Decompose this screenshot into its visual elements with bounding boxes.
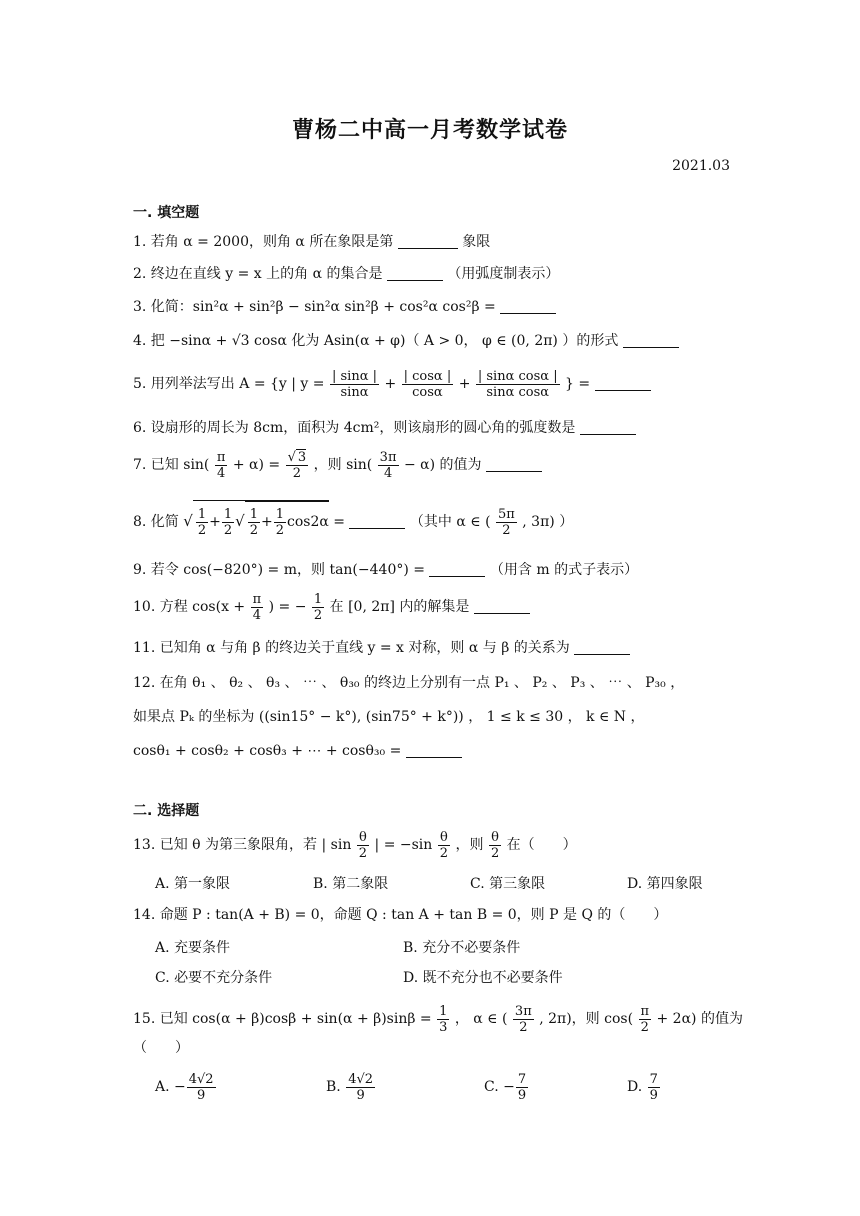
question-4 bbox=[133, 331, 679, 351]
answer-blank[interactable] bbox=[580, 420, 636, 435]
question-text: （其中 α ∈ ( bbox=[409, 514, 491, 530]
option-a[interactable]: A. − $\frac{4√2}{9}$ bbox=[155, 1071, 214, 1103]
question-9 bbox=[133, 560, 638, 580]
option-a[interactable]: A. 第一象限 bbox=[155, 876, 231, 892]
question-text: ，则 sin( bbox=[313, 457, 373, 473]
option-b[interactable]: B. 第二象限 bbox=[313, 876, 389, 892]
answer-blank[interactable] bbox=[500, 299, 556, 314]
fraction: $\frac{5\pi}{2}$ bbox=[498, 506, 515, 538]
option-d[interactable]: D. 第四象限 bbox=[627, 876, 703, 892]
page-title: 曹杨二中高一月考数学试卷 bbox=[291, 118, 568, 143]
question-text: − α) 的值为 bbox=[403, 457, 482, 473]
answer-blank[interactable] bbox=[486, 457, 542, 472]
answer-blank[interactable] bbox=[623, 333, 679, 348]
question-text: + α) = bbox=[232, 457, 281, 473]
question-2 bbox=[133, 264, 559, 284]
question-10 bbox=[133, 588, 530, 626]
question-text: , 2π)，则 cos( bbox=[539, 1011, 634, 1027]
question-6 bbox=[133, 418, 636, 438]
fraction: $\frac{3\pi}{2}$ bbox=[514, 1003, 532, 1035]
fraction: $\frac{3\pi}{4}$ bbox=[379, 449, 397, 481]
question-text: 15. 已知 cos(α + β)cosβ + sin(α + β)sinβ = bbox=[133, 1011, 432, 1027]
question-text: 1. 若角 α = 2000，则角 α 所在象限是第 bbox=[133, 234, 394, 250]
answer-blank[interactable] bbox=[474, 599, 530, 614]
option-c[interactable]: C. 第三象限 bbox=[470, 876, 546, 892]
fraction: $\frac{\theta}{2}$ bbox=[358, 829, 368, 861]
question-text: 11. 已知角 α 与角 β 的终边关于直线 y = x 对称，则 α 与 β 的关系为 bbox=[133, 640, 570, 656]
question-text: 2. 终边在直线 y = x 上的角 α 的集合是 bbox=[133, 266, 383, 282]
question-15-paren: （ ） bbox=[133, 1040, 189, 1056]
fraction: $\frac{| \cos\alpha |}{\cos\alpha}$ bbox=[403, 368, 452, 400]
question-text: cosθ₁ + cosθ₂ + cosθ₃ + ⋯ + cosθ₃₀ = bbox=[133, 743, 402, 759]
fraction: $\frac{\pi}{2}$ bbox=[640, 1003, 650, 1035]
question-15 bbox=[133, 1000, 743, 1038]
question-text: 8. 化简 bbox=[133, 514, 179, 530]
fraction: $\frac{\theta}{2}$ bbox=[439, 829, 449, 861]
question-1 bbox=[133, 232, 490, 252]
question-text: 13. 已知 θ 为第三象限角，若 | sin bbox=[133, 837, 352, 853]
question-12-line-3 bbox=[133, 741, 462, 761]
exam-date: 2021.03 bbox=[672, 158, 730, 174]
fraction: $\frac{\pi}{4}$ bbox=[252, 591, 262, 623]
nested-radical: $\frac{1}{2}$ + $\frac{1}{2}$ √ $\frac{1}{2}$ + $\frac{1}{2}$ cos2α bbox=[193, 500, 329, 542]
question-text: 象限 bbox=[462, 234, 491, 250]
fraction: $\frac{1}{3}$ bbox=[439, 1003, 448, 1035]
question-12-line-2: 如果点 Pₖ 的坐标为 ((sin15° − k°), (sin75° + k°)) ， 1 ≤ k ≤ 30 ， k ∈ N ， bbox=[133, 709, 645, 725]
question-text: （用弧度制表示） bbox=[447, 266, 560, 282]
question-11 bbox=[133, 638, 630, 658]
question-text: 9. 若令 cos(−820°) = m，则 tan(−440°) = bbox=[133, 562, 425, 578]
option-c[interactable]: C. − $\frac{7}{9}$ bbox=[484, 1071, 527, 1103]
fraction: $\frac{\text{| sinα cosα |}}{\text{sinα cosα}}$ bbox=[477, 368, 558, 400]
answer-blank[interactable] bbox=[398, 234, 458, 249]
answer-blank[interactable] bbox=[574, 640, 630, 655]
question-3 bbox=[133, 297, 556, 317]
fraction: $\frac{| \sin\alpha |}{\sin\alpha}$ bbox=[331, 368, 377, 400]
fraction: $\frac{1}{2}$ bbox=[313, 591, 323, 623]
question-text: 3. 化简：sin²α + sin²β − sin²α sin²β + cos²α cos²β = bbox=[133, 299, 496, 315]
option-d[interactable]: D. $\frac{7}{9}$ bbox=[627, 1071, 658, 1103]
question-14: 14. 命题 P : tan(A + B) = 0，命题 Q : tan A + tan B = 0，则 P 是 Q 的（ ） bbox=[133, 907, 668, 923]
fraction: $\frac{\theta}{2}$ bbox=[490, 829, 500, 861]
question-12-line-1: 12. 在角 θ₁ 、 θ₂ 、 θ₃ 、 ⋯ 、 θ₃₀ 的终边上分别有一点 P₁ 、 P₂ 、 P₃ 、 ⋯ 、 P₃₀ ， bbox=[133, 675, 685, 691]
question-text: ， α ∈ ( bbox=[454, 1011, 508, 1027]
option-b[interactable]: B. 充分不必要条件 bbox=[403, 940, 521, 956]
answer-blank[interactable] bbox=[429, 562, 485, 577]
question-text: , 3π) ） bbox=[522, 514, 574, 530]
question-text: ，则 bbox=[455, 837, 484, 853]
question-text: 5. 用列举法写出 A = {y | y = bbox=[133, 376, 325, 392]
question-text: 6. 设扇形的周长为 8cm，面积为 4cm²，则该扇形的圆心角的弧度数是 bbox=[133, 420, 576, 436]
section-fill-in: 一. 填空题 bbox=[133, 205, 200, 221]
question-text: 10. 方程 cos(x + bbox=[133, 599, 246, 615]
option-c[interactable]: C. 必要不充分条件 bbox=[155, 970, 273, 986]
question-text: ) = − bbox=[268, 599, 307, 615]
question-13 bbox=[133, 826, 577, 864]
question-text: （用含 m 的式子表示） bbox=[489, 562, 639, 578]
fraction: $\frac{\pi}{4}$ bbox=[216, 449, 226, 481]
section-choice: 二. 选择题 bbox=[133, 803, 200, 819]
option-d[interactable]: D. 既不充分也不必要条件 bbox=[403, 970, 563, 986]
answer-blank[interactable] bbox=[349, 514, 405, 529]
question-text: + 2α) 的值为 bbox=[656, 1011, 743, 1027]
question-7 bbox=[133, 446, 542, 484]
question-text: 在（ ） bbox=[506, 837, 577, 853]
question-text: | = −sin bbox=[374, 837, 433, 853]
question-text: 4. 把 −sinα + √3 cosα 化为 Asin(α + φ)（ A > 0， φ ∈ (0, 2π) ）的形式 bbox=[133, 333, 619, 349]
question-5: 5. 用列举法写出 A = {y | y = $\frac{| \sin\alpha |}{\sin\alpha}$ + $\frac{| \cos\alpha |}{\cos\alpha}$ + $\frac{\text{| sinα cosα |}}{\text{sinα cosα}}$ } = bbox=[133, 365, 651, 403]
fraction: $\frac{√ 3}{2}$ bbox=[287, 450, 307, 481]
answer-blank[interactable] bbox=[595, 376, 651, 391]
question-text: 7. 已知 sin( bbox=[133, 457, 210, 473]
question-8: 8. 化简 √ $\frac{1}{2}$ + $\frac{1}{2}$ √ $\frac{1}{2}$ + $\frac{1}{2}$ cos2α = （其中 α ∈ ( $\frac{5\pi}{2}$ , 3π) ） bbox=[133, 500, 573, 542]
answer-blank[interactable] bbox=[406, 743, 462, 758]
option-a[interactable]: A. 充要条件 bbox=[155, 940, 231, 956]
question-text: 在 [0, 2π] 内的解集是 bbox=[329, 599, 470, 615]
option-b[interactable]: B. $\frac{4√2}{9}$ bbox=[326, 1071, 374, 1103]
question-text: } = bbox=[565, 376, 591, 392]
answer-blank[interactable] bbox=[387, 266, 443, 281]
